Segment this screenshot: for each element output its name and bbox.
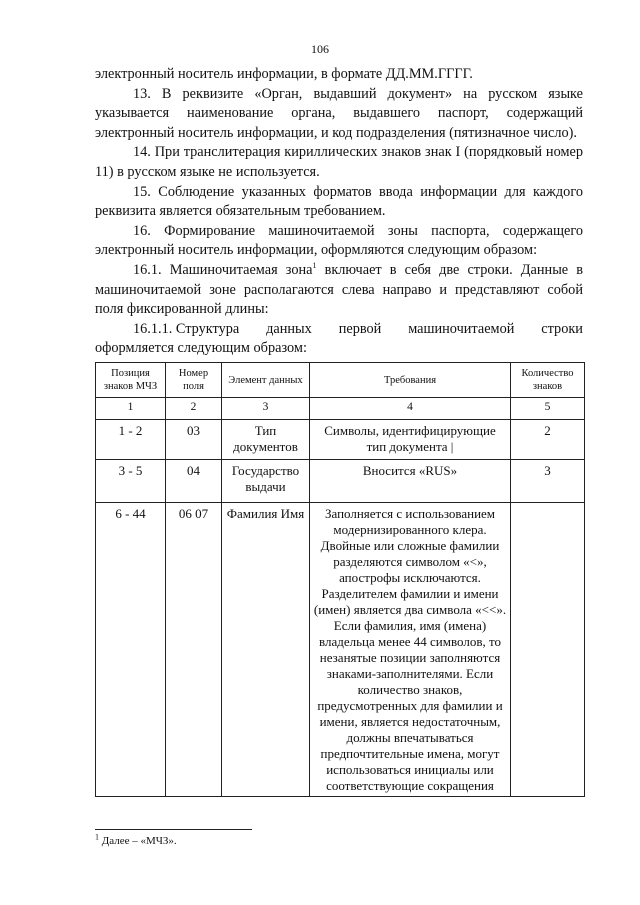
paragraph-16-1-1-word: 16.1.1. Структура bbox=[133, 320, 240, 337]
cell-char-count: 2 bbox=[511, 420, 585, 460]
cell-data-element: Государство выдачи bbox=[222, 460, 310, 503]
column-number: 4 bbox=[310, 398, 511, 420]
cell-field-number: 06 07 bbox=[166, 503, 222, 797]
paragraph-14: 14. При транслитерация кириллических знаков знак I (порядковый номер 11) в русском языке не используется. bbox=[95, 144, 583, 180]
header-data-element: Элемент данных bbox=[222, 363, 310, 398]
paragraph-16-1-1-word: первой bbox=[338, 320, 382, 337]
paragraph-16-1-1-line bbox=[95, 320, 583, 340]
paragraph-16-1-1-word: данных bbox=[266, 320, 312, 337]
footnote bbox=[95, 832, 177, 847]
footnote-divider bbox=[95, 829, 252, 830]
cell-field-number: 03 bbox=[166, 420, 222, 460]
header-requirements: Требования bbox=[310, 363, 511, 398]
paragraph-15: 15. Соблюдение указанных форматов ввода информации для каждого реквизита является обязательным требованием. bbox=[95, 183, 583, 220]
paragraph-16: 16. Формирование машиночитаемой зоны паспорта, содержащего электронный носитель информации, оформляются следующим образом: bbox=[95, 222, 583, 259]
cell-char-count: 3 bbox=[511, 460, 585, 503]
requirements-table bbox=[95, 362, 585, 797]
table-row bbox=[96, 460, 585, 503]
page-number: 106 bbox=[311, 42, 329, 56]
header-position: Позиция знаков МЧЗ bbox=[96, 363, 166, 398]
body-text bbox=[95, 65, 583, 359]
paragraph-16-1 bbox=[95, 261, 583, 320]
footnote-reference: 1 bbox=[312, 261, 317, 271]
column-number: 1 bbox=[96, 398, 166, 420]
footnote-mark: 1 bbox=[95, 832, 99, 842]
paragraph-16-1-1-word: машиночитаемой bbox=[408, 320, 515, 337]
cell-data-element: Тип документов bbox=[222, 420, 310, 460]
paragraph-16-1-rest: включает в себя две строки. Данные в машиночитаемой зоне располагаются слева направо и представляют собой поля фиксированной длины: bbox=[95, 261, 583, 318]
paragraph-16-1-start: 16.1. Машиночитаемая зона bbox=[133, 261, 313, 278]
column-number-row bbox=[96, 398, 585, 420]
table-row bbox=[96, 420, 585, 460]
paragraph-12-end: электронный носитель информации, в формате ДД.ММ.ГГГГ. bbox=[95, 66, 473, 82]
paragraph-13: 13. В реквизите «Орган, выдавший документ» на русском языке указывается наименование органа, выдавшего паспорт, содержащий электронный носитель информации, и код подразделения (пятизначное число). bbox=[95, 85, 583, 141]
header-field-number: Номер поля bbox=[166, 363, 222, 398]
cell-position: 6 - 44 bbox=[96, 503, 166, 797]
cell-requirements: Символы, идентифицирующие тип документа | bbox=[310, 420, 511, 460]
cell-field-number: 04 bbox=[166, 460, 222, 503]
column-number: 2 bbox=[166, 398, 222, 420]
cell-data-element: Фамилия Имя bbox=[222, 503, 310, 797]
column-number: 3 bbox=[222, 398, 310, 420]
paragraph-16-1-1-word: строки bbox=[541, 320, 583, 337]
paragraph-16-1-1-end: оформляется следующим образом: bbox=[95, 340, 307, 357]
table-row bbox=[96, 503, 585, 797]
cell-position: 3 - 5 bbox=[96, 460, 166, 503]
table-header-row bbox=[96, 363, 585, 398]
column-number: 5 bbox=[511, 398, 585, 420]
cell-requirements: Заполняется с использованием модернизированного клера. Двойные или сложные фамилии разделяются символом «<», апострофы исключаются. Разделителем фамилии и имени (имен) является два символа «<<». Если фамилия, имя (имена) владельца менее 44 символов, то незанятые позиции заполняются знаками-заполнителями. Если количество знаков, предусмотренных для фамилии и имени, является недостаточным, должны впечатываться предпочтительные имена, могут использоваться инициалы или соответствующие сокращения bbox=[310, 503, 511, 797]
footnote-text: Далее – «МЧЗ». bbox=[99, 835, 177, 847]
cell-char-count bbox=[511, 503, 585, 797]
header-char-count: Количество знаков bbox=[511, 363, 585, 398]
cell-position: 1 - 2 bbox=[96, 420, 166, 460]
cell-requirements: Вносится «RUS» bbox=[310, 460, 511, 503]
